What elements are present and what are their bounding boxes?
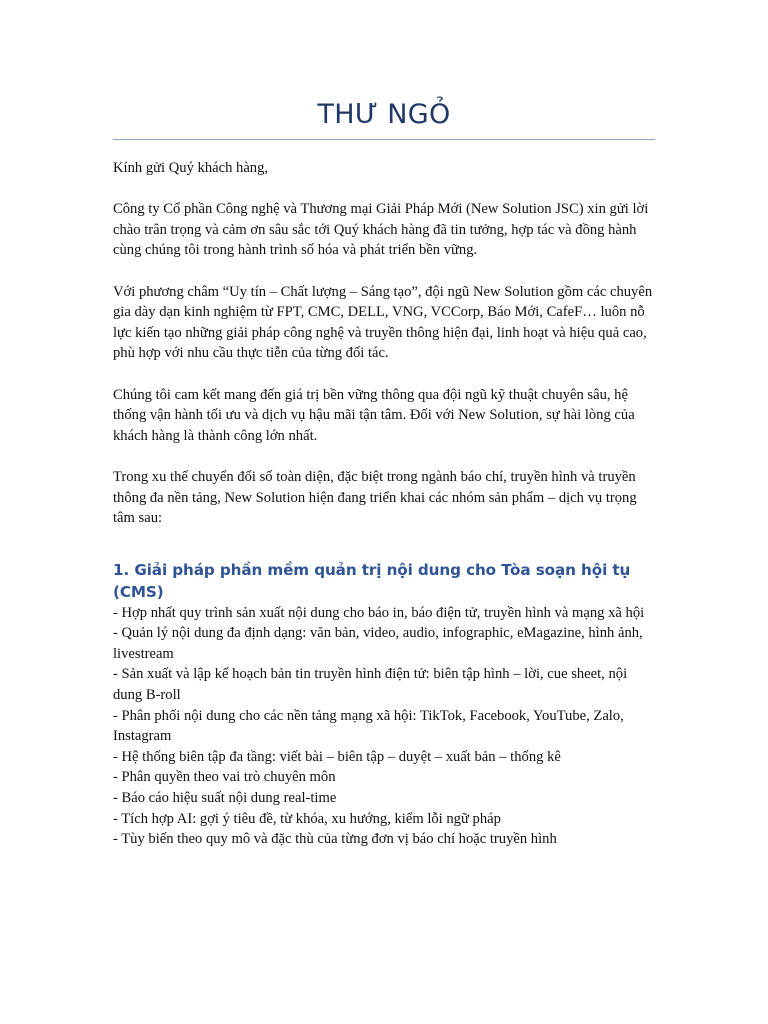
list-item: - Quản lý nội dung đa định dạng: văn bản, video, audio, infographic, eMagazine, hình ảnh, livestream: [113, 625, 643, 662]
letter-body: [113, 158, 655, 850]
list-item: - Báo cáo hiệu suất nội dung real-time: [113, 790, 337, 807]
list-item: - Phân phối nội dung cho các nền tảng mạng xã hội: TikTok, Facebook, YouTube, Zalo, Instagram: [113, 707, 624, 745]
paragraph-intro: Công ty Cổ phần Công nghệ và Thương mại Giải Pháp Mới (New Solution JSC) xin gửi lời chào trân trọng và cảm ơn sâu sắc tới Quý khách hàng đã tin tưởng, hợp tác và đồng hành cùng chúng tôi trong hành trình số hóa và phát triển bền vững.: [113, 201, 649, 259]
list-item: - Tùy biến theo quy mô và đặc thù của từng đơn vị báo chí hoặc truyền hình: [113, 831, 557, 848]
list-item: - Hợp nhất quy trình sản xuất nội dung cho báo in, báo điện tử, truyền hình và mạng xã hội: [113, 604, 645, 621]
paragraph-motto: Với phương châm “Uy tín – Chất lượng – Sáng tạo”, đội ngũ New Solution gồm các chuyên gia dày dạn kinh nghiệm từ FPT, CMC, DELL, VNG, VCCorp, Báo Mới, CafeF… luôn nỗ lực kiến tạo những giải pháp công nghệ và truyền thông hiện đại, linh hoạt và hiệu quả cao, phù hợp với nhu cầu thực tiễn của từng đối tác.: [113, 283, 653, 362]
section-heading-cms: 1. Giải pháp phần mềm quản trị nội dung cho Tòa soạn hội tụ (CMS): [113, 560, 631, 601]
greeting: Kính gửi Quý khách hàng,: [113, 160, 269, 176]
title-divider: [113, 139, 655, 140]
cms-feature-list: [113, 603, 655, 850]
list-item: - Tích hợp AI: gợi ý tiêu đề, từ khóa, xu hướng, kiểm lỗi ngữ pháp: [113, 810, 501, 827]
list-item: - Hệ thống biên tập đa tầng: viết bài – biên tập – duyệt – xuất bản – thống kê: [113, 748, 561, 765]
paragraph-commitment: Chúng tôi cam kết mang đến giá trị bền vững thông qua đội ngũ kỹ thuật chuyên sâu, hệ thống vận hành tối ưu và dịch vụ hậu mãi tận tâm. Đối với New Solution, sự hài lòng của khách hàng là thành công lớn nhất.: [113, 386, 635, 444]
list-item: - Sản xuất và lập kế hoạch bản tin truyền hình điện tử: biên tập hình – lời, cue sheet, nội dung B-roll: [113, 666, 628, 704]
list-item: - Phân quyền theo vai trò chuyên môn: [113, 769, 336, 786]
paragraph-products: Trong xu thế chuyển đổi số toàn diện, đặc biệt trong ngành báo chí, truyền hình và truyền thông đa nền tảng, New Solution hiện đang triển khai các nhóm sản phẩm – dịch vụ trọng tâm sau:: [113, 468, 637, 527]
page-title: THƯ NGỎ: [317, 99, 451, 130]
